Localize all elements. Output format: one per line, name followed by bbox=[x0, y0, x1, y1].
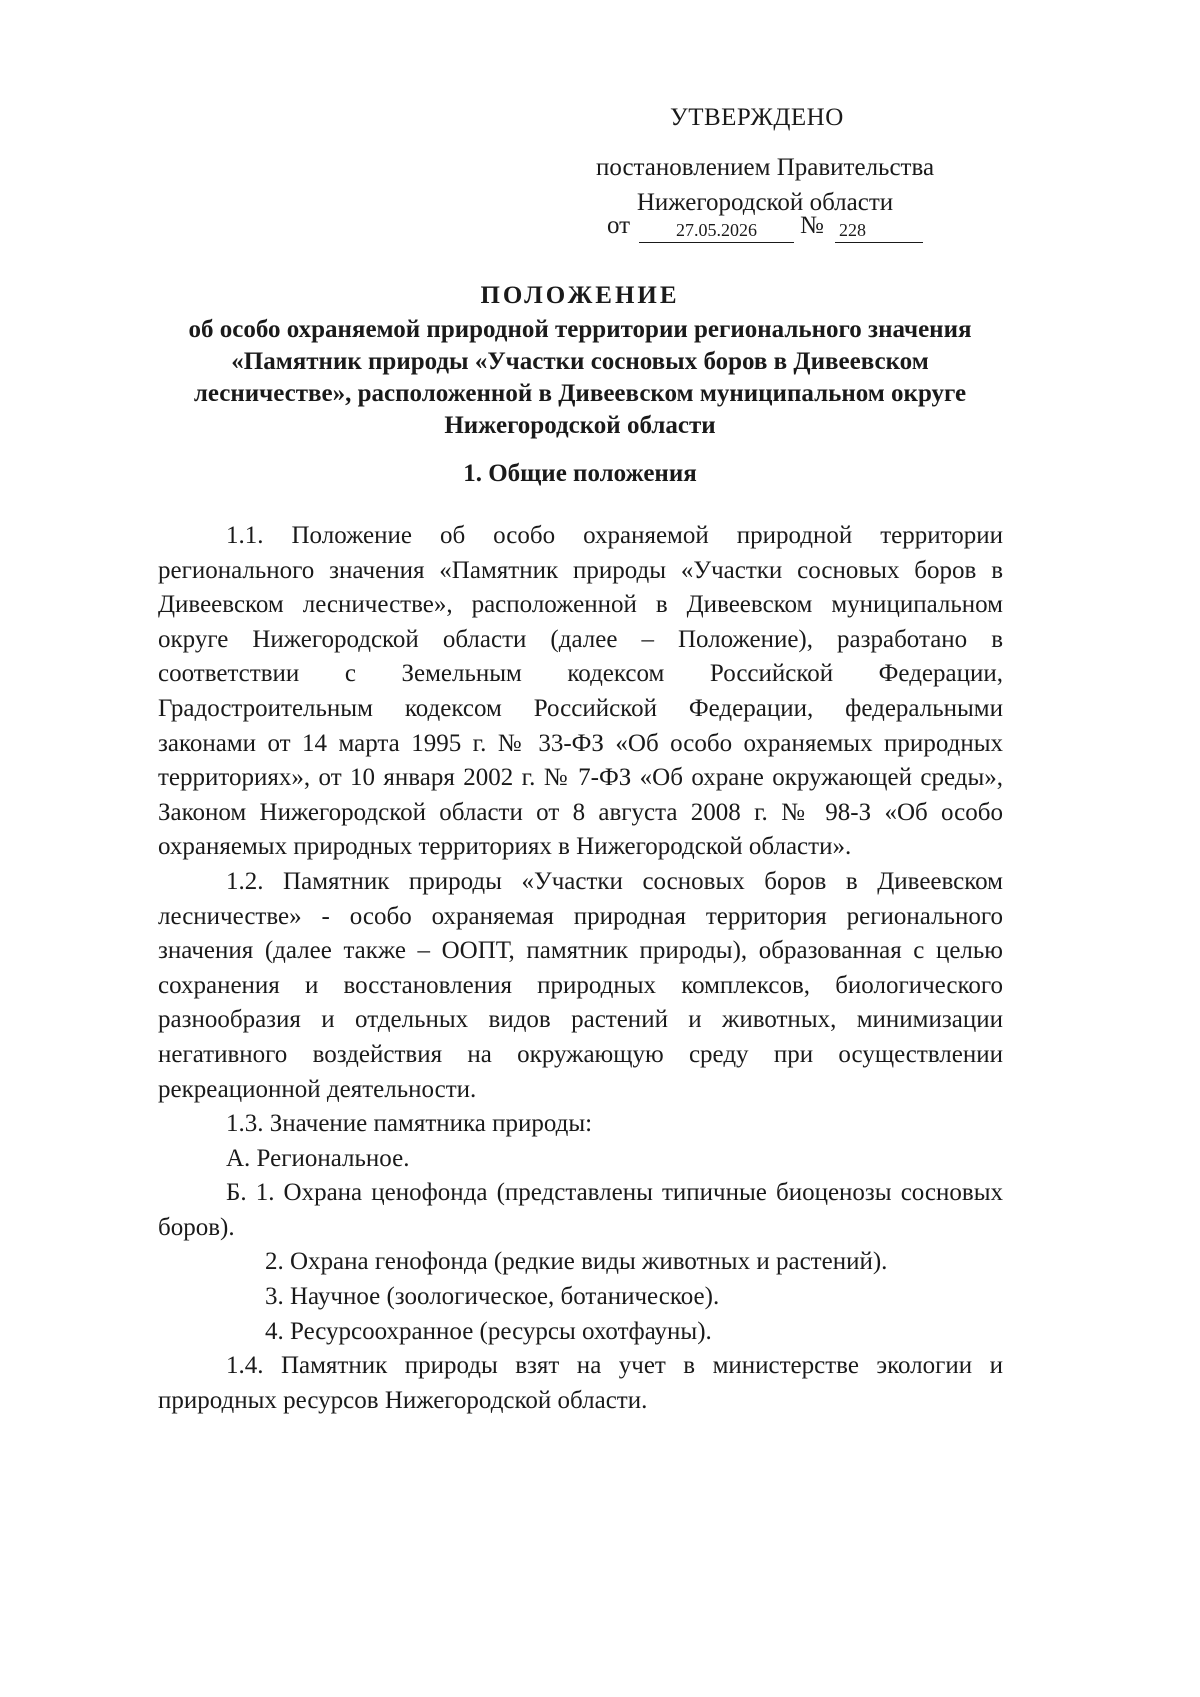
document-type: ПОЛОЖЕНИЕ bbox=[480, 282, 680, 309]
paragraph-1-2: 1.2. Памятник природы «Участки сосновых боров в Дивеевском лесничестве» - особо охраняемая природная территория регионального значения (далее также – ООПТ, памятник природы), образованная с целью сохранения и восстановления природных комплексов, биологического разнообразия и отдельных видов растений и животных, минимизации негативного воздействия на окружающую среду при осуществлении рекреационной деятельности. bbox=[158, 867, 1003, 1103]
document-subject: об особо охраняемой природной территории регионального значения «Памятник природы «Участки сосновых боров в Дивеевском лесничестве», расположенной в Дивеевском муниципальном округе Нижегородской области bbox=[188, 316, 972, 439]
paragraph-1-3-b3: 3. Научное (зоологическое, ботаническое). bbox=[265, 1283, 720, 1311]
paragraph-1-1: 1.1. Положение об особо охраняемой природной территории регионального значения «Памятник природы «Участки сосновых боров в Дивеевском лесничестве», расположенной в Дивеевском муниципальном округе Нижегородской области (далее – Положение), разработано в соответствии с Земельным кодексом Российской Федерации, Градостроительным кодексом Российской Федерации, федеральными законами от 14 марта 1995 г. № 33-ФЗ «Об особо охраняемых природных территориях», от 10 января 2002 г. № 7-ФЗ «Об охране окружающей среды», Законом Нижегородской области от 8 августа 2008 г. № 98-З «Об особо охраняемых природных территориях в Нижегородской области». bbox=[158, 522, 1003, 861]
paragraph-1-3-b2: 2. Охрана генофонда (редкие виды животных и растений). bbox=[265, 1248, 888, 1276]
paragraph-1-3-b1: Б. 1. Охрана ценофонда (представлены типичные биоценозы сосновых боров). bbox=[158, 1179, 1003, 1241]
paragraph-1-3: 1.3. Значение памятника природы: bbox=[226, 1110, 593, 1138]
document-body bbox=[158, 519, 1003, 1418]
paragraph-1-3-b4: 4. Ресурсоохранное (ресурсы охотфауны). bbox=[265, 1317, 712, 1345]
approval-date: 27.05.2026 bbox=[639, 218, 794, 243]
from-label: от bbox=[607, 212, 631, 239]
document-heading bbox=[150, 278, 1010, 442]
approval-line-2: Нижегородской области bbox=[636, 189, 894, 216]
paragraph-1-4: 1.4. Памятник природы взят на учет в министерстве экологии и природных ресурсов Нижегородской области. bbox=[158, 1352, 1003, 1414]
number-label: № bbox=[800, 212, 824, 239]
approval-line-1: постановлением Правительства bbox=[595, 154, 935, 181]
approval-title: УТВЕРЖДЕНО bbox=[670, 104, 844, 131]
approval-block bbox=[560, 150, 970, 220]
approval-number: 228 bbox=[835, 218, 923, 243]
paragraph-1-3-a: А. Региональное. bbox=[226, 1144, 410, 1172]
section-title: 1. Общие положения bbox=[463, 460, 697, 487]
approval-date-number bbox=[607, 212, 937, 252]
